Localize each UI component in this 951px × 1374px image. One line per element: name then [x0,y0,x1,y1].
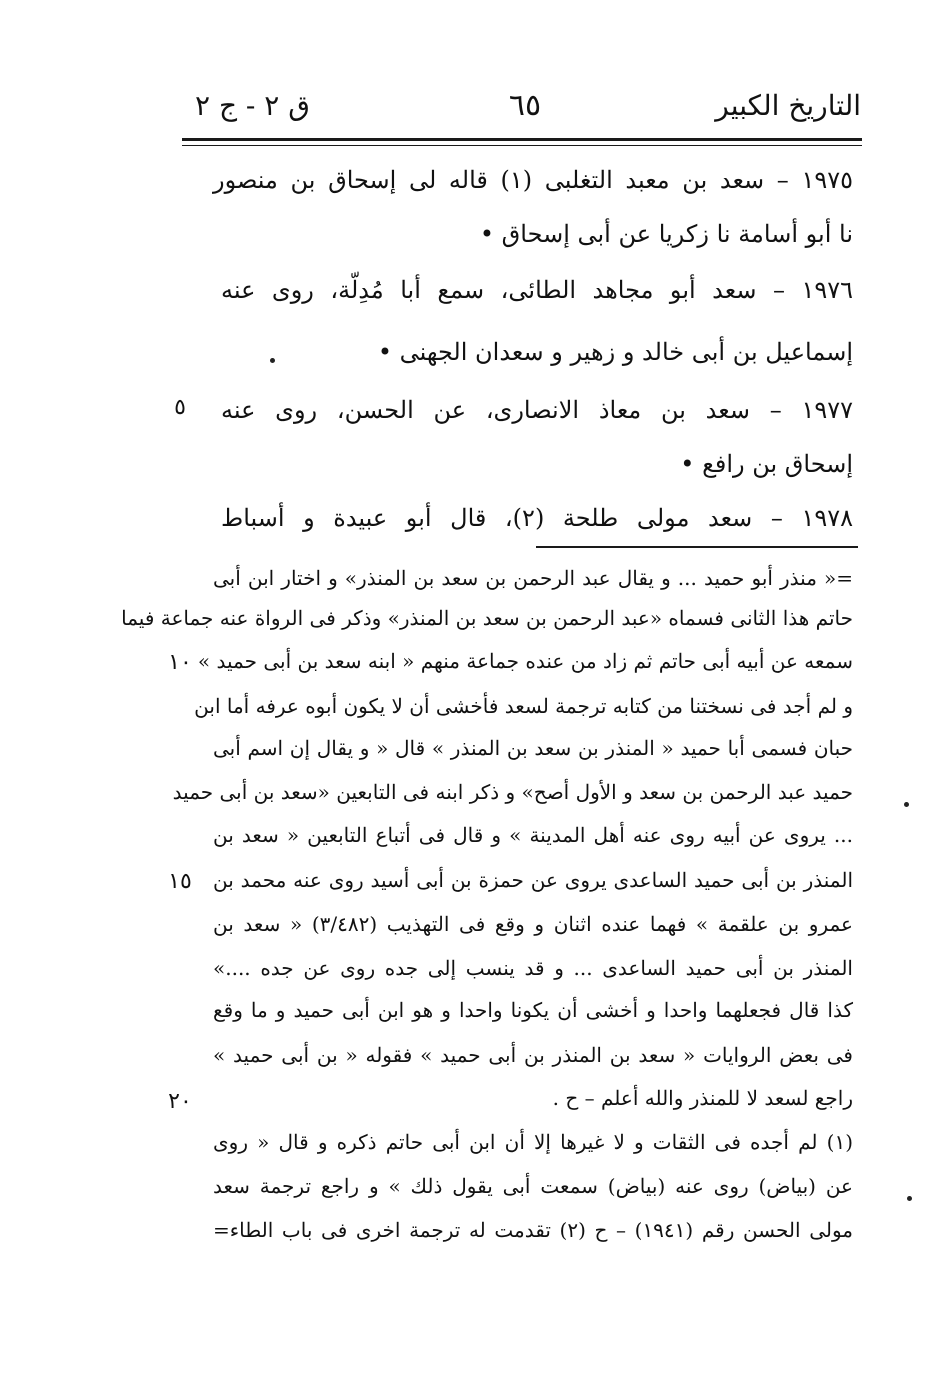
footnote-line: حبان فسمى أبا حميد « المنذر بن سعد بن المنذر » قال « و يقال إن اسم أبى [213,736,853,760]
entry-line: ١٩٧٦ – سعد أبو مجاهد الطائى، سمع أبا مُدِلّة، روى عنه [221,276,853,304]
footnote-line: ... يروى عن أبيه روى عنه أهل المدينة » و قال فى أتباع التابعين « سعد بن [213,823,853,847]
header-rule [182,138,862,141]
footnote-line: عمرو بن علقمة » فهما عنده اثنان و وقع فى التهذيب (٣/٤٨٢) « سعد بن [213,912,853,936]
entry-line: ١٩٧٨ – سعد مولى طلحة (٢)، قال أبو عبيدة و أسباط [221,504,853,532]
footnote-line: مولى الحسن رقم (١٩٤١) – ح (٢) تقدمت له ترجمة اخرى فى باب الطاء= [213,1218,854,1242]
margin-line-number: ٥ [174,395,186,420]
page-number: ٦٥ [508,88,542,123]
book-title: التاريخ الكبير [715,89,861,122]
scan-speck [270,358,275,363]
scan-speck [904,802,909,807]
footnote-line: كذا قال فجعلهما واحدا و أخشى أن يكونا واحدا و هو ابن أبى حميد و ما وقع [213,998,853,1022]
volume-label: ق ٢ - ج ٢ [195,89,310,122]
footnote-line: عن (بياض) روى عنه (بياض) سمعت أبى يقول ذلك » و راجع ترجمة سعد [213,1174,853,1198]
footnote-line: حاتم هذا الثانى فسماه «عبد الرحمن بن سعد بن المنذر» وذكر فى الرواة عنه جماعة فيما [121,606,853,630]
entry-line: ١٩٧٧ – سعد بن معاذ الانصارى، عن الحسن، روى عنه [221,396,853,424]
footnote-line: راجع لسعد لا للمنذر والله أعلم – ح . [552,1086,853,1110]
entry-line: إسماعيل بن أبى خالد و زهير و سعدان الجهنى • [377,338,853,366]
scan-speck [907,1196,912,1201]
footnote-line: سمعه عن أبيه أبى حاتم ثم زاد من عنده جماعة منهم « ابنه سعد بن أبى حميد » [197,649,853,673]
margin-line-number: ٢٠ [168,1089,192,1114]
footnote-line: (١) لم أجده فى الثقات و لا غيرها إلا أن ابن أبى حاتم ذكره و قال « روى [213,1130,853,1154]
margin-line-number: ١٥ [168,869,192,894]
margin-line-number: ١٠ [168,650,192,675]
footnote-line: حميد عبد الرحمن بن سعد و الأول أصح» و ذكر ابنه فى التابعين «سعد بن أبى حميد [172,780,853,804]
entry-line: نا أبو أسامة نا زكريا عن أبى إسحاق • [479,220,853,248]
footnote-rule [536,546,858,548]
footnote-line: المنذر بن أبى حميد الساعدى يروى عن حمزة بن أبى أسيد روى عنه محمد بن [213,868,853,892]
footnote-line: المنذر بن أبى حميد الساعدى ... و قد ينسب إلى جده روى عن جده ....» [213,956,853,980]
header-rule-thin [182,145,862,146]
entry-line: إسحاق بن رافع • [680,450,853,478]
footnote-line: =« منذر أبو حميد ... و يقال عبد الرحمن بن سعد بن المنذر» و اختار ابن أبى [213,566,853,590]
footnote-line: و لم أجد فى نسختنا من كتابه ترجمة لسعد فأخشى أن لا يكون أبوه عرفه أما ابن [194,694,853,718]
footnote-line: فى بعض الروايات « سعد بن المنذر بن أبى حميد » فقوله « بن أبى حميد » [213,1043,853,1067]
entry-line: ١٩٧٥ – سعد بن معبد التغلبى (١) قاله لى إسحاق بن منصور [213,166,853,194]
